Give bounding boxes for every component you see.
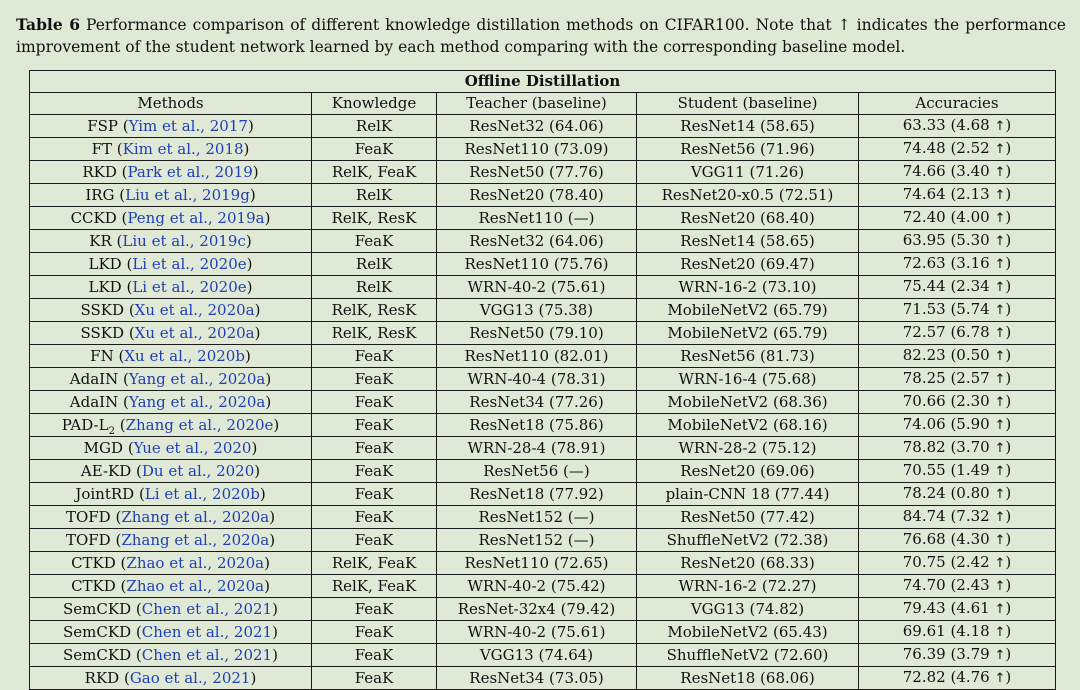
teacher-cell: ResNet18 (75.86)	[437, 413, 637, 436]
method-name: AdaIN	[69, 369, 119, 388]
accuracy-value: 70.75 (2.42	[902, 552, 990, 571]
table-row	[30, 505, 1056, 528]
citation-link[interactable]: Liu et al., 2019g	[125, 185, 250, 204]
accuracy-cell: 76.39 (3.79 ↑)	[859, 643, 1056, 666]
table-row	[30, 298, 1056, 321]
knowledge-cell: FeaK	[312, 367, 437, 390]
knowledge-cell: RelK, ResK	[312, 298, 437, 321]
caption-label: Table 6	[16, 15, 80, 34]
accuracy-cell: 74.48 (2.52 ↑)	[859, 137, 1056, 160]
header-accuracies: Accuracies	[859, 92, 1056, 114]
student-cell: WRN-16-2 (72.27)	[637, 574, 859, 597]
table-caption	[16, 14, 1066, 58]
citation-link[interactable]: Yue et al., 2020	[133, 438, 252, 457]
arrow-up-icon: ↑	[994, 187, 1006, 203]
header-student: Student (baseline)	[637, 92, 859, 114]
knowledge-cell: RelK	[312, 114, 437, 137]
knowledge-cell: FeaK	[312, 505, 437, 528]
teacher-cell: ResNet32 (64.06)	[437, 229, 637, 252]
citation-link[interactable]: Yim et al., 2017	[128, 116, 248, 135]
table-row	[30, 528, 1056, 551]
table-row	[30, 620, 1056, 643]
knowledge-cell: FeaK	[312, 390, 437, 413]
accuracy-cell: 79.43 (4.61 ↑)	[859, 597, 1056, 620]
arrow-up-icon: ↑	[994, 486, 1006, 502]
method-name: TOFD	[65, 530, 111, 549]
method-cell: SemCKD (Chen et al., 2021)	[30, 597, 312, 620]
method-cell: SemCKD (Chen et al., 2021)	[30, 643, 312, 666]
method-name: FN	[90, 346, 114, 365]
arrow-up-icon: ↑	[994, 302, 1006, 318]
method-cell: IRG (Liu et al., 2019g)	[30, 183, 312, 206]
student-cell: ResNet20 (69.47)	[637, 252, 859, 275]
method-cell: KR (Liu et al., 2019c)	[30, 229, 312, 252]
student-cell: ResNet56 (71.96)	[637, 137, 859, 160]
student-cell: ResNet20 (68.33)	[637, 551, 859, 574]
method-name: CTKD	[71, 576, 116, 595]
citation-link[interactable]: Chen et al., 2021	[141, 622, 273, 641]
teacher-cell: VGG13 (74.64)	[437, 643, 637, 666]
arrow-up-icon: ↑	[994, 578, 1006, 594]
table-row	[30, 574, 1056, 597]
knowledge-cell: FeaK	[312, 344, 437, 367]
knowledge-cell: RelK	[312, 275, 437, 298]
method-name: JointRD	[75, 484, 135, 503]
arrow-up-icon: ↑	[994, 279, 1006, 295]
teacher-cell: VGG13 (75.38)	[437, 298, 637, 321]
accuracy-cell: 74.64 (2.13 ↑)	[859, 183, 1056, 206]
teacher-cell: ResNet110 (82.01)	[437, 344, 637, 367]
citation-link[interactable]: Zhang et al., 2020a	[121, 507, 270, 526]
accuracy-value: 71.53 (5.74	[902, 299, 990, 318]
citation-link[interactable]: Yang et al., 2020a	[128, 369, 266, 388]
accuracy-value: 74.48 (2.52	[902, 138, 990, 157]
accuracy-cell: 84.74 (7.32 ↑)	[859, 505, 1056, 528]
method-name: FT	[91, 139, 113, 158]
citation-link[interactable]: Li et al., 2020b	[144, 484, 260, 503]
teacher-cell: ResNet34 (73.05)	[437, 666, 637, 689]
citation-link[interactable]: Liu et al., 2019c	[122, 231, 246, 250]
table-row	[30, 275, 1056, 298]
arrow-up-icon: ↑	[994, 325, 1006, 341]
arrow-up-icon: ↑	[994, 670, 1006, 686]
method-cell: PAD-$L_2$ (Zhang et al., 2020e)	[30, 413, 312, 436]
arrow-up-icon: ↑	[994, 164, 1006, 180]
citation-link[interactable]: Park et al., 2019	[127, 162, 253, 181]
method-cell: FSP (Yim et al., 2017)	[30, 114, 312, 137]
arrow-up-icon: ↑	[994, 118, 1006, 134]
citation-link[interactable]: Zhang et al., 2020e	[125, 415, 274, 434]
student-cell: WRN-16-4 (75.68)	[637, 367, 859, 390]
method-cell: CTKD (Zhao et al., 2020a)	[30, 551, 312, 574]
accuracy-value: 79.43 (4.61	[902, 598, 990, 617]
table-row	[30, 413, 1056, 436]
student-cell: VGG11 (71.26)	[637, 160, 859, 183]
student-cell: MobileNetV2 (65.43)	[637, 620, 859, 643]
accuracy-value: 63.95 (5.30	[902, 230, 990, 249]
method-name: KR	[89, 231, 112, 250]
method-cell: CCKD (Peng et al., 2019a)	[30, 206, 312, 229]
teacher-cell: WRN-40-2 (75.61)	[437, 275, 637, 298]
accuracy-value: 78.82 (3.70	[902, 437, 990, 456]
method-name: CCKD	[70, 208, 117, 227]
header-methods: Methods	[30, 92, 312, 114]
knowledge-cell: FeaK	[312, 229, 437, 252]
knowledge-cell: FeaK	[312, 413, 437, 436]
method-name: AdaIN	[69, 392, 119, 411]
arrow-up-icon: ↑	[994, 532, 1006, 548]
accuracy-value: 74.66 (3.40	[902, 161, 990, 180]
accuracy-value: 70.55 (1.49	[902, 460, 990, 479]
accuracy-value: 76.39 (3.79	[902, 644, 990, 663]
citation-link[interactable]: Zhao et al., 2020a	[126, 576, 265, 595]
accuracy-cell: 82.23 (0.50 ↑)	[859, 344, 1056, 367]
arrow-up-icon: ↑	[994, 141, 1006, 157]
accuracy-cell: 72.40 (4.00 ↑)	[859, 206, 1056, 229]
knowledge-cell: RelK, ResK	[312, 206, 437, 229]
header-teacher: Teacher (baseline)	[437, 92, 637, 114]
knowledge-cell: FeaK	[312, 620, 437, 643]
accuracy-value: 72.57 (6.78	[902, 322, 990, 341]
knowledge-cell: FeaK	[312, 528, 437, 551]
knowledge-cell: RelK, FeaK	[312, 551, 437, 574]
method-name: SSKD	[80, 323, 125, 342]
teacher-cell: ResNet50 (79.10)	[437, 321, 637, 344]
method-cell: JointRD (Li et al., 2020b)	[30, 482, 312, 505]
citation-link[interactable]: Xu et al., 2020a	[134, 300, 255, 319]
method-cell: RKD (Park et al., 2019)	[30, 160, 312, 183]
citation-link[interactable]: Peng et al., 2019a	[127, 208, 265, 227]
citation-link[interactable]: Kim et al., 2018	[122, 139, 244, 158]
method-cell: AdaIN (Yang et al., 2020a)	[30, 367, 312, 390]
teacher-cell: ResNet110 (—)	[437, 206, 637, 229]
header-knowledge: Knowledge	[312, 92, 437, 114]
knowledge-cell: FeaK	[312, 666, 437, 689]
accuracy-value: 74.64 (2.13	[902, 184, 990, 203]
arrow-up-icon: ↑	[994, 624, 1006, 640]
accuracy-value: 70.66 (2.30	[902, 391, 990, 410]
arrow-up-icon: ↑	[994, 601, 1006, 617]
method-cell: MGD (Yue et al., 2020)	[30, 436, 312, 459]
method-cell: CTKD (Zhao et al., 2020a)	[30, 574, 312, 597]
method-name: LKD	[88, 254, 122, 273]
caption-text: Performance comparison of different knowledge distillation methods on CIFAR100. Note that ↑ indicates the performance improvement of the student network learned by each method comparing with the corresponding baseline model.	[16, 16, 1066, 56]
method-cell: SemCKD (Chen et al., 2021)	[30, 620, 312, 643]
method-name: FSP	[87, 116, 118, 135]
method-cell: AdaIN (Yang et al., 2020a)	[30, 390, 312, 413]
accuracy-cell: 72.63 (3.16 ↑)	[859, 252, 1056, 275]
arrow-up-icon: ↑	[994, 394, 1006, 410]
method-name: SemCKD	[63, 645, 132, 664]
accuracy-cell: 72.57 (6.78 ↑)	[859, 321, 1056, 344]
knowledge-cell: FeaK	[312, 643, 437, 666]
arrow-up-icon: ↑	[994, 256, 1006, 272]
arrow-up-icon: ↑	[994, 440, 1006, 456]
accuracy-cell: 63.33 (4.68 ↑)	[859, 114, 1056, 137]
knowledge-cell: FeaK	[312, 459, 437, 482]
knowledge-cell: RelK	[312, 183, 437, 206]
table-row	[30, 183, 1056, 206]
method-cell: RKD (Gao et al., 2021)	[30, 666, 312, 689]
teacher-cell: WRN-40-2 (75.42)	[437, 574, 637, 597]
teacher-cell: WRN-40-2 (75.61)	[437, 620, 637, 643]
table-row	[30, 114, 1056, 137]
knowledge-cell: FeaK	[312, 482, 437, 505]
student-cell: ResNet20-x0.5 (72.51)	[637, 183, 859, 206]
accuracy-value: 78.25 (2.57	[902, 368, 990, 387]
teacher-cell: ResNet110 (73.09)	[437, 137, 637, 160]
teacher-cell: ResNet56 (—)	[437, 459, 637, 482]
method-name: RKD	[82, 162, 117, 181]
accuracy-value: 75.44 (2.34	[902, 276, 990, 295]
accuracy-cell: 78.25 (2.57 ↑)	[859, 367, 1056, 390]
accuracy-cell: 74.70 (2.43 ↑)	[859, 574, 1056, 597]
table-row	[30, 344, 1056, 367]
arrow-up-icon: ↑	[994, 555, 1006, 571]
teacher-cell: ResNet152 (—)	[437, 528, 637, 551]
method-cell: LKD (Li et al., 2020e)	[30, 275, 312, 298]
table-row	[30, 597, 1056, 620]
method-cell: SSKD (Xu et al., 2020a)	[30, 321, 312, 344]
table-row	[30, 206, 1056, 229]
accuracy-cell: 76.68 (4.30 ↑)	[859, 528, 1056, 551]
comparison-table	[29, 70, 1056, 690]
table-row	[30, 459, 1056, 482]
method-name: RKD	[84, 668, 120, 687]
accuracy-value: 74.70 (2.43	[902, 575, 990, 594]
accuracy-cell: 74.06 (5.90 ↑)	[859, 413, 1056, 436]
teacher-cell: ResNet110 (72.65)	[437, 551, 637, 574]
method-name: LKD	[88, 277, 122, 296]
citation-link[interactable]: Gao et al., 2021	[129, 668, 251, 687]
student-cell: ShuffleNetV2 (72.60)	[637, 643, 859, 666]
accuracy-value: 72.40 (4.00	[902, 207, 990, 226]
student-cell: ShuffleNetV2 (72.38)	[637, 528, 859, 551]
citation-link[interactable]: Yang et al., 2020a	[128, 392, 266, 411]
method-cell: TOFD (Zhang et al., 2020a)	[30, 505, 312, 528]
accuracy-cell: 69.61 (4.18 ↑)	[859, 620, 1056, 643]
accuracy-value: 84.74 (7.32	[902, 506, 990, 525]
table-title: Offline Distillation	[30, 71, 1056, 93]
accuracy-cell: 74.66 (3.40 ↑)	[859, 160, 1056, 183]
table-row	[30, 367, 1056, 390]
accuracy-value: 74.06 (5.90	[902, 414, 990, 433]
accuracy-cell: 75.44 (2.34 ↑)	[859, 275, 1056, 298]
accuracy-value: 76.68 (4.30	[902, 529, 990, 548]
student-cell: ResNet18 (68.06)	[637, 666, 859, 689]
table-row	[30, 643, 1056, 666]
arrow-up-icon: ↑	[994, 371, 1006, 387]
teacher-cell: ResNet32 (64.06)	[437, 114, 637, 137]
student-cell: MobileNetV2 (68.16)	[637, 413, 859, 436]
accuracy-cell: 70.66 (2.30 ↑)	[859, 390, 1056, 413]
citation-link[interactable]: Li et al., 2020e	[132, 277, 247, 296]
accuracy-value: 82.23 (0.50	[902, 345, 990, 364]
student-cell: WRN-28-2 (75.12)	[637, 436, 859, 459]
teacher-cell: WRN-40-4 (78.31)	[437, 367, 637, 390]
accuracy-value: 63.33 (4.68	[902, 115, 990, 134]
teacher-cell: ResNet50 (77.76)	[437, 160, 637, 183]
accuracy-cell: 78.82 (3.70 ↑)	[859, 436, 1056, 459]
knowledge-cell: FeaK	[312, 597, 437, 620]
teacher-cell: ResNet152 (—)	[437, 505, 637, 528]
table-row	[30, 321, 1056, 344]
arrow-up-icon: ↑	[994, 348, 1006, 364]
method-subscript: 2	[108, 425, 115, 437]
method-name: TOFD	[65, 507, 111, 526]
citation-link[interactable]: Du et al., 2020	[141, 461, 255, 480]
student-cell: ResNet20 (68.40)	[637, 206, 859, 229]
method-name: AE-KD	[80, 461, 132, 480]
arrow-up-icon: ↑	[994, 233, 1006, 249]
accuracy-cell: 70.55 (1.49 ↑)	[859, 459, 1056, 482]
student-cell: ResNet14 (58.65)	[637, 114, 859, 137]
citation-link[interactable]: Zhang et al., 2020a	[121, 530, 270, 549]
citation-link[interactable]: Xu et al., 2020b	[124, 346, 245, 365]
accuracy-cell: 63.95 (5.30 ↑)	[859, 229, 1056, 252]
teacher-cell: ResNet18 (77.92)	[437, 482, 637, 505]
table-row	[30, 482, 1056, 505]
knowledge-cell: FeaK	[312, 137, 437, 160]
accuracy-cell: 71.53 (5.74 ↑)	[859, 298, 1056, 321]
citation-link[interactable]: Zhao et al., 2020a	[126, 553, 265, 572]
method-name: MGD	[83, 438, 124, 457]
arrow-up-icon: ↑	[994, 210, 1006, 226]
accuracy-cell: 72.82 (4.76 ↑)	[859, 666, 1056, 689]
accuracy-cell: 78.24 (0.80 ↑)	[859, 482, 1056, 505]
arrow-up-icon: ↑	[994, 647, 1006, 663]
student-cell: plain-CNN 18 (77.44)	[637, 482, 859, 505]
knowledge-cell: RelK, ResK	[312, 321, 437, 344]
method-cell: TOFD (Zhang et al., 2020a)	[30, 528, 312, 551]
teacher-cell: WRN-28-4 (78.91)	[437, 436, 637, 459]
table-row	[30, 436, 1056, 459]
accuracy-value: 72.82 (4.76	[902, 667, 990, 686]
table-row	[30, 551, 1056, 574]
table-row	[30, 666, 1056, 689]
accuracy-value: 72.63 (3.16	[902, 253, 990, 272]
method-name: IRG	[85, 185, 115, 204]
method-cell: SSKD (Xu et al., 2020a)	[30, 298, 312, 321]
method-name: SemCKD	[63, 599, 132, 618]
knowledge-cell: RelK	[312, 252, 437, 275]
method-name: SSKD	[80, 300, 125, 319]
student-cell: ResNet14 (58.65)	[637, 229, 859, 252]
table-row	[30, 252, 1056, 275]
teacher-cell: ResNet-32x4 (79.42)	[437, 597, 637, 620]
citation-link[interactable]: Chen et al., 2021	[141, 599, 273, 618]
method-name: PAD-L	[61, 415, 109, 434]
citation-link[interactable]: Xu et al., 2020a	[134, 323, 255, 342]
accuracy-value: 69.61 (4.18	[902, 621, 990, 640]
student-cell: WRN-16-2 (73.10)	[637, 275, 859, 298]
method-name: SemCKD	[63, 622, 132, 641]
method-cell: FN (Xu et al., 2020b)	[30, 344, 312, 367]
teacher-cell: ResNet110 (75.76)	[437, 252, 637, 275]
student-cell: MobileNetV2 (65.79)	[637, 298, 859, 321]
arrow-up-icon: ↑	[994, 509, 1006, 525]
teacher-cell: ResNet34 (77.26)	[437, 390, 637, 413]
arrow-up-icon: ↑	[994, 463, 1006, 479]
student-cell: ResNet50 (77.42)	[637, 505, 859, 528]
accuracy-cell: 70.75 (2.42 ↑)	[859, 551, 1056, 574]
method-cell: LKD (Li et al., 2020e)	[30, 252, 312, 275]
table-row	[30, 137, 1056, 160]
knowledge-cell: FeaK	[312, 436, 437, 459]
citation-link[interactable]: Chen et al., 2021	[141, 645, 273, 664]
table-row	[30, 160, 1056, 183]
method-name: CTKD	[71, 553, 116, 572]
teacher-cell: ResNet20 (78.40)	[437, 183, 637, 206]
method-cell: FT (Kim et al., 2018)	[30, 137, 312, 160]
table-row	[30, 390, 1056, 413]
student-cell: MobileNetV2 (65.79)	[637, 321, 859, 344]
accuracy-value: 78.24 (0.80	[902, 483, 990, 502]
student-cell: VGG13 (74.82)	[637, 597, 859, 620]
knowledge-cell: RelK, FeaK	[312, 160, 437, 183]
method-cell: AE-KD (Du et al., 2020)	[30, 459, 312, 482]
table-row	[30, 229, 1056, 252]
table-body	[30, 114, 1056, 689]
knowledge-cell: RelK, FeaK	[312, 574, 437, 597]
citation-link[interactable]: Li et al., 2020e	[132, 254, 247, 273]
student-cell: MobileNetV2 (68.36)	[637, 390, 859, 413]
student-cell: ResNet20 (69.06)	[637, 459, 859, 482]
student-cell: ResNet56 (81.73)	[637, 344, 859, 367]
arrow-up-icon: ↑	[994, 417, 1006, 433]
